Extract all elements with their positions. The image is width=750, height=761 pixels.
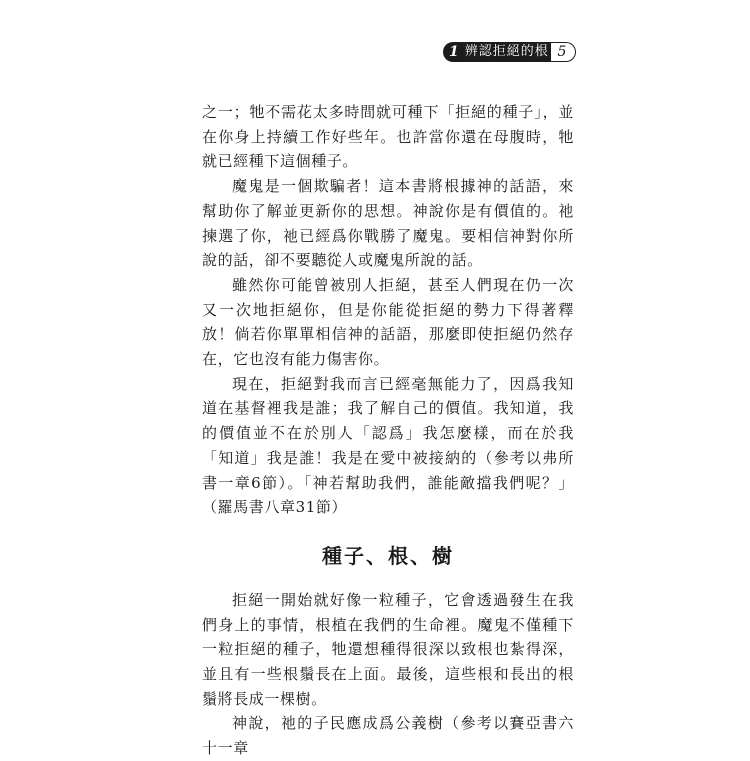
paragraph: 之一；牠不需花太多時間就可種下「拒絕的種子」，並在你身上持續工作好些年。也許當你還在母腹時，牠就已經種下這個種子。 xyxy=(202,103,574,171)
paragraph: 現在，拒絕對我而言已經毫無能力了，因爲我知道在基督裡我是誰；我了解自己的價值。我知道，我的價值並不在於別人「認爲」我怎麼樣，而在於我「知道」我是誰！我是在愛中被接納的（參考以弗所書一章6節）。「神若幫助我們，誰能敵擋我們呢？」（羅馬書八章31節） xyxy=(202,374,574,517)
paragraph: 雖然你可能曾被別人拒絕，甚至人們現在仍一次又一次地拒絕你，但是你能從拒絕的勢力下得著釋放！倘若你單單相信神的話語，那麼即使拒絕仍然存在，它也沒有能力傷害你。 xyxy=(202,275,574,369)
chapter-number: 1 xyxy=(449,44,459,60)
section-title: 種子、根、樹 xyxy=(322,543,454,568)
page-body xyxy=(202,100,574,761)
paragraph: 拒絕一開始就好像一粒種子，它會透過發生在我們身上的事情，根植在我們的生命裡。魔鬼不僅種下一粒拒絕的種子，牠還想種得很深以致根也紮得深，並且有一些根鬚長在上面。最後，這些根和長出的根鬚將長成一棵樹。 xyxy=(202,590,574,708)
running-header xyxy=(443,42,576,62)
chapter-badge xyxy=(443,42,551,62)
paragraph: 魔鬼是一個欺騙者！這本書將根據神的話語，來幫助你了解並更新你的思想。神說你是有價值的。祂揀選了你，祂已經爲你戰勝了魔鬼。要相信神對你所說的話，卻不要聽從人或魔鬼所說的話。 xyxy=(202,177,574,270)
paragraph: 神說，祂的子民應成爲公義樹（參考以賽亞書六十一章 xyxy=(202,714,574,758)
page-number: 5 xyxy=(549,42,576,62)
chapter-title: 辨認拒絕的根 xyxy=(464,44,549,59)
